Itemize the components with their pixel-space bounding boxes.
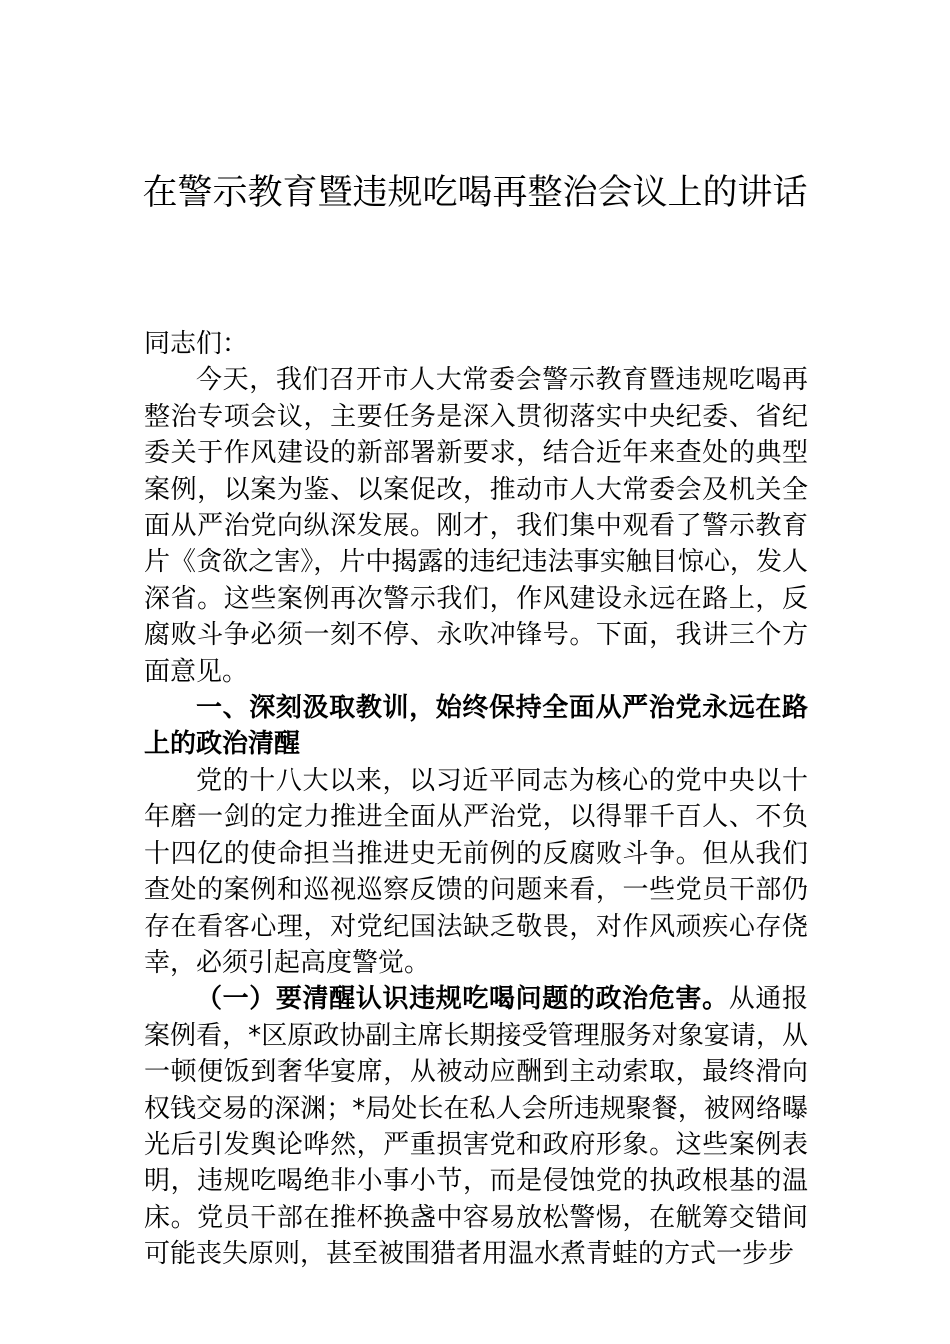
section-heading-1: 一、深刻汲取教训，始终保持全面从严治党永远在路上的政治清醒 xyxy=(144,693,808,760)
document-body xyxy=(144,326,808,1273)
subsection-1-paragraph xyxy=(144,981,808,1272)
section-1-paragraph: 党的十八大以来，以习近平同志为核心的党中央以十年磨一剑的定力推进全面从严治党，以得罪千百人、不负十四亿的使命担当推进史无前例的反腐败斗争。但从我们查处的案例和巡视巡察反馈的问题来看，一些党员干部仍存在看客心理，对党纪国法缺乏敬畏，对作风顽疾心存侥幸，必须引起高度警觉。 xyxy=(144,765,808,978)
subsection-1-lead: （一）要清醒认识违规吃喝问题的政治危害。 xyxy=(196,984,729,1015)
intro-paragraph: 今天，我们召开市人大常委会警示教育暨违规吃喝再整治专项会议，主要任务是深入贯彻落实中央纪委、省纪委关于作风建设的新部署新要求，结合近年来查处的典型案例，以案为鉴、以案促改，推动市人大常委会及机关全面从严治党向纵深发展。刚才，我们集中观看了警示教育片《贪欲之害》，片中揭露的违纪违法事实触目惊心，发人深省。这些案例再次警示我们，作风建设永远在路上，反腐败斗争必须一刻不停、永吹冲锋号。下面，我讲三个方面意见。 xyxy=(144,365,808,687)
salutation: 同志们： xyxy=(144,329,249,359)
subsection-1-text: 从通报案例看，*区原政协副主席长期接受管理服务对象宴请，从一顿便饭到奢华宴席，从被动应酬到主动索取，最终滑向权钱交易的深渊；*局处长在私人会所违规聚餐，被网络曝光后引发舆论哗然，严重损害党和政府形象。这些案例表明，违规吃喝绝非小事小节，而是侵蚀党的执政根基的温床。党员干部在推杯换盏中容易放松警惕，在觥筹交错间可能丧失原则，甚至被围猎者用温水煮青蛙的方式一步步 xyxy=(144,984,808,1270)
document-title: 在警示教育暨违规吃喝再整治会议上的讲话 xyxy=(142,173,808,213)
